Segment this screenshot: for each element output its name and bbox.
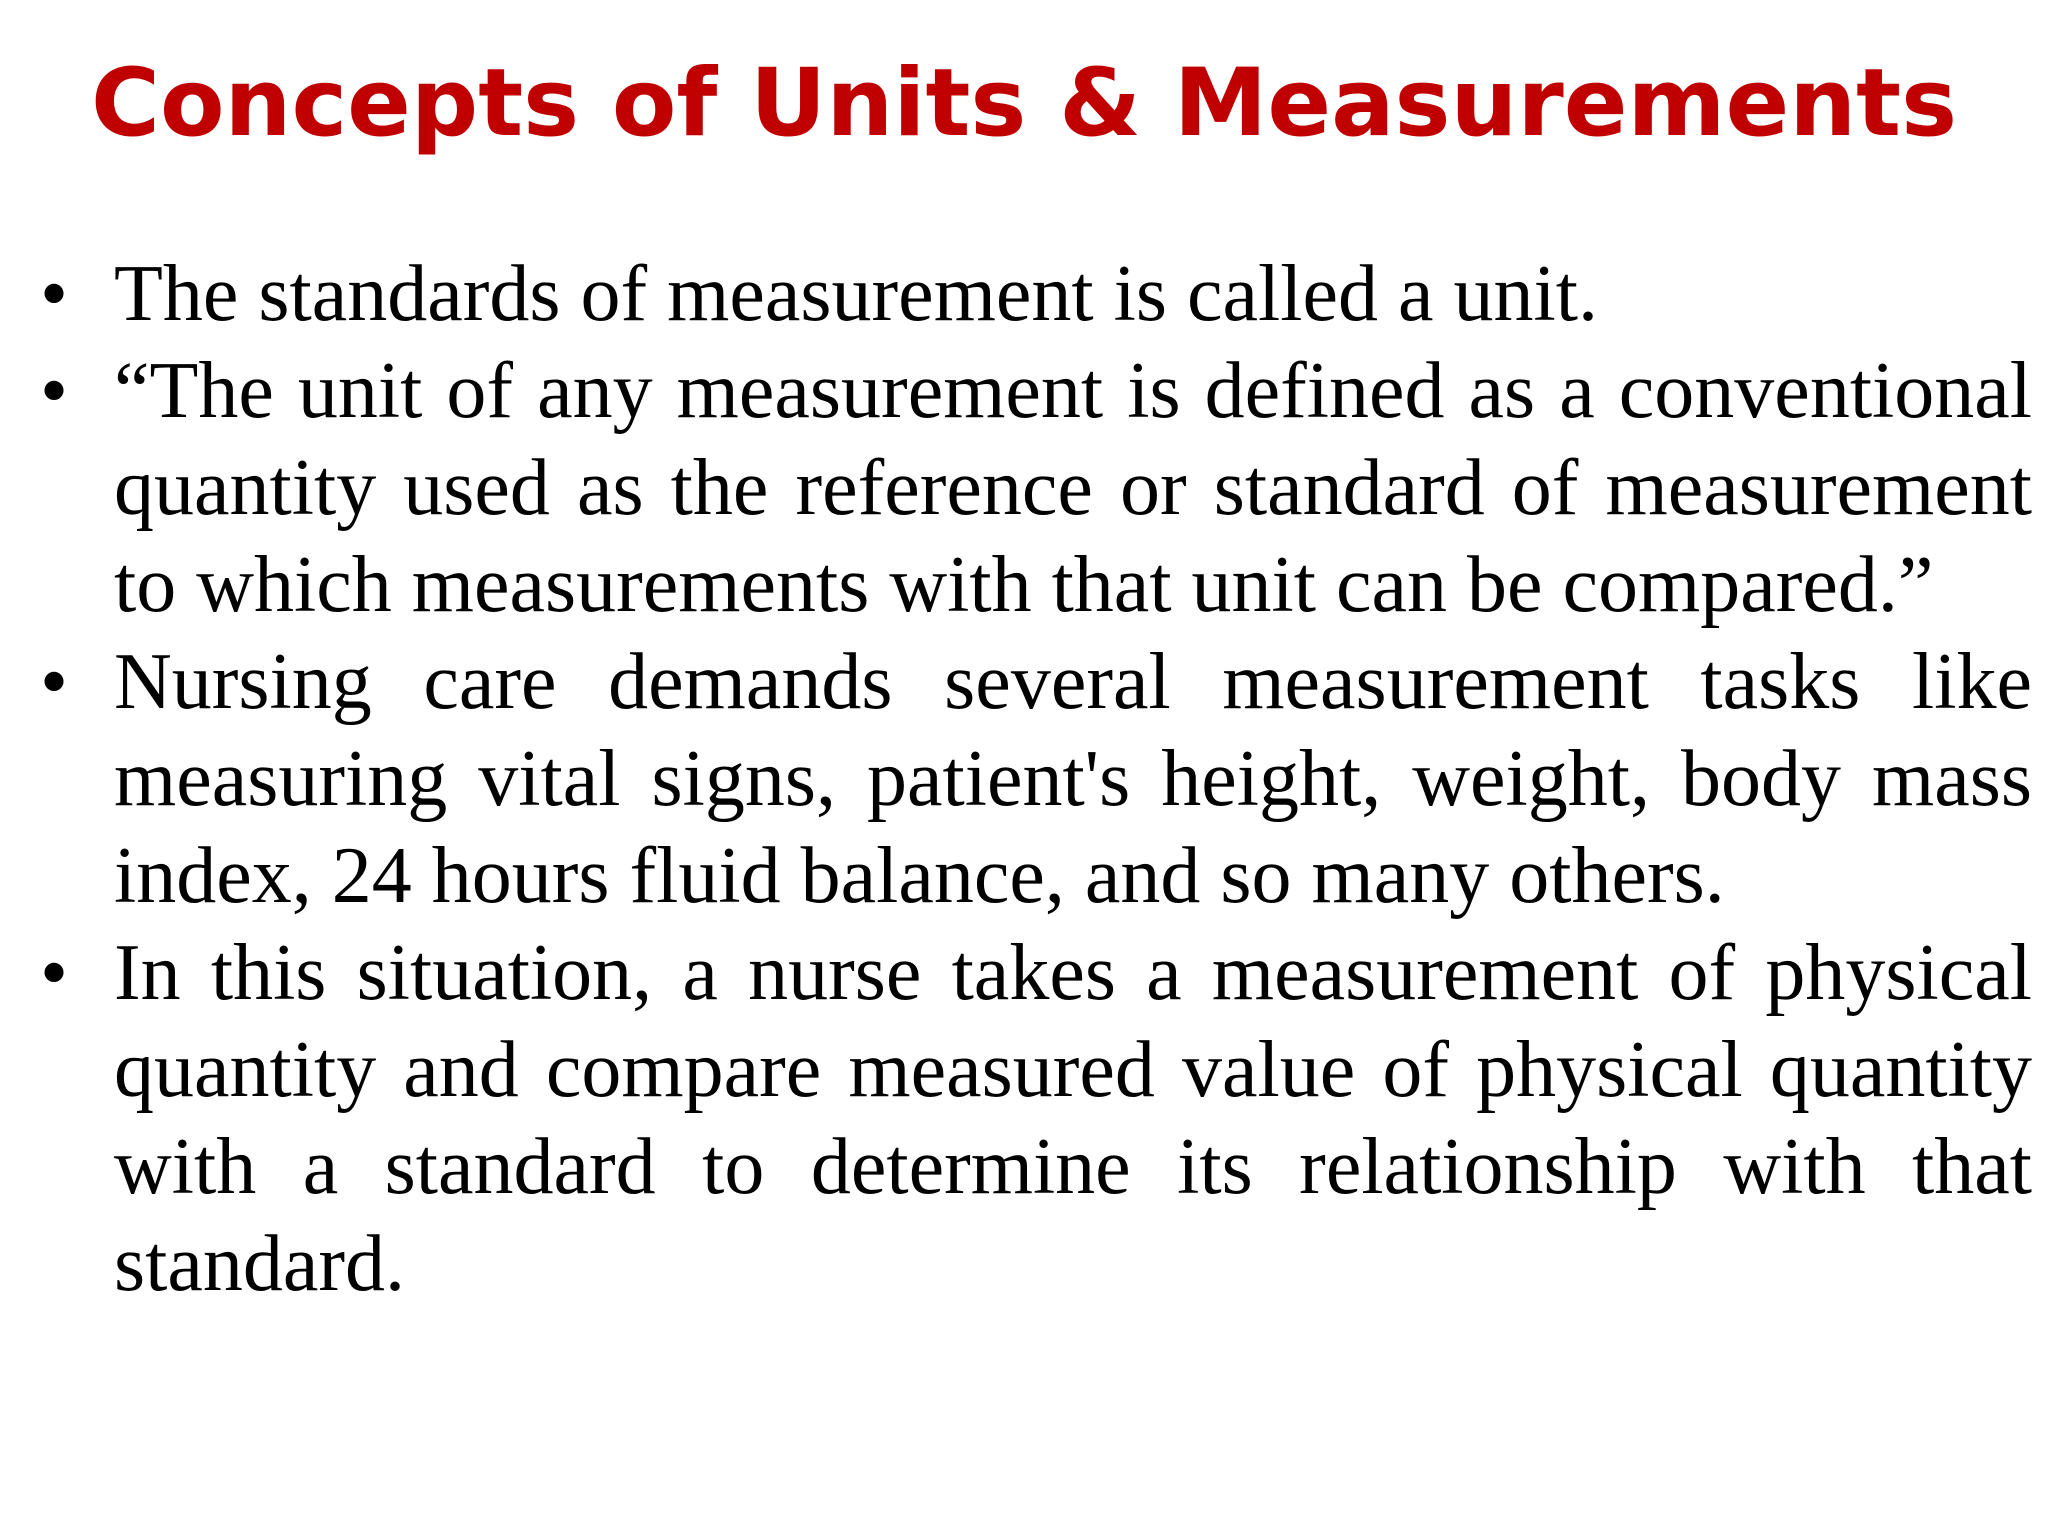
bullet-text: In this situation, a nurse takes a measurement of physical quantity and compare measured value of physical quantity with a standard to determine its relationship with that standard. bbox=[114, 929, 2032, 1308]
bullet-list bbox=[30, 246, 2032, 1313]
bullet-text: The standards of measurement is called a unit. bbox=[114, 250, 1598, 338]
bullet-text: “The unit of any measurement is defined as a conventional quantity used as the reference or standard of measurement to which measurements with that unit can be compared.” bbox=[114, 347, 2032, 629]
bullet-marker: • bbox=[40, 347, 69, 435]
bullet-item bbox=[30, 925, 2032, 1313]
bullet-item bbox=[30, 246, 2032, 343]
bullet-marker: • bbox=[40, 250, 69, 338]
bullet-text: Nursing care demands several measurement tasks like measuring vital signs, patient's height, weight, body mass index, 24 hours fluid balance, and so many others. bbox=[114, 638, 2032, 920]
slide-title: Concepts of Units & Measurements bbox=[90, 49, 1958, 158]
bullet-marker: • bbox=[40, 929, 69, 1017]
bullet-item bbox=[30, 343, 2032, 634]
bullet-item bbox=[30, 634, 2032, 925]
bullet-marker: • bbox=[40, 638, 69, 726]
